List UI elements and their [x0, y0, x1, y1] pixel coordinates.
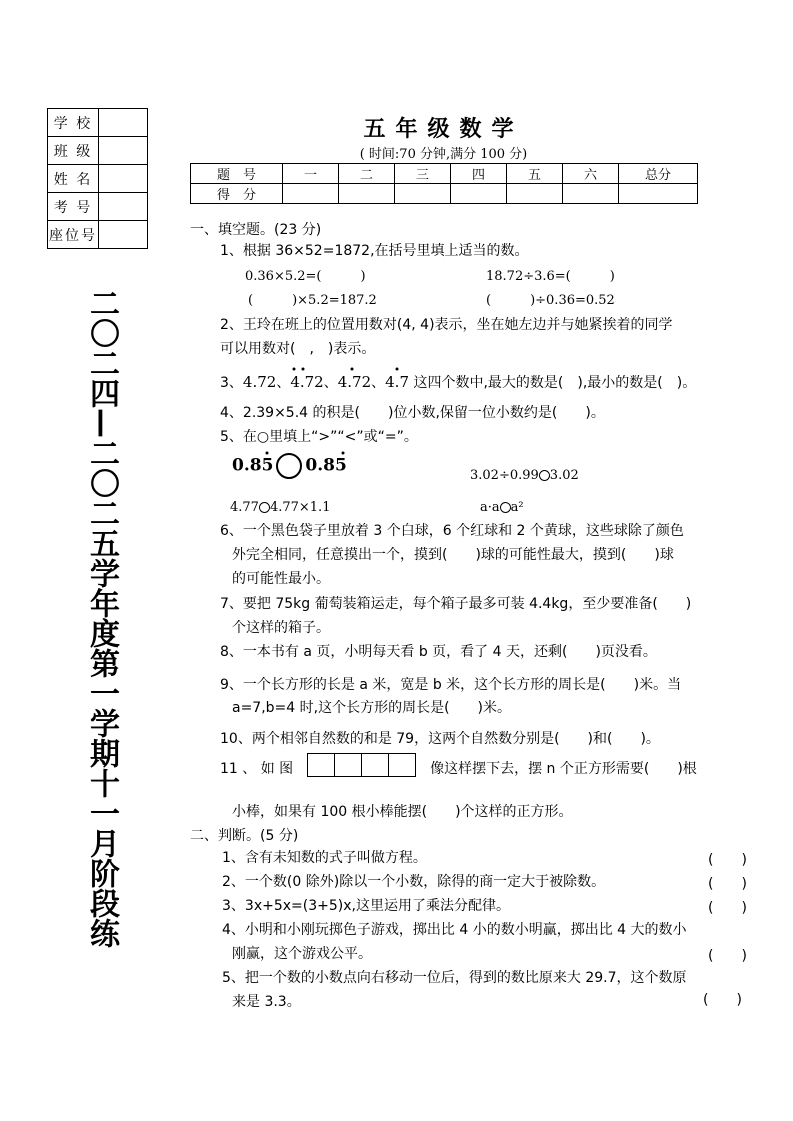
question-11 — [220, 753, 697, 785]
score-cell[interactable] — [619, 184, 698, 204]
q3-number: 4.72 — [242, 373, 277, 391]
question-1d: ( )÷0.36=0.52 — [486, 293, 615, 308]
question-5c — [230, 496, 330, 519]
score-cell[interactable] — [507, 184, 563, 204]
q5c-right: 4.77×1.1 — [269, 500, 331, 515]
question-1: 1、根据 36×52=1872,在括号里填上适当的数。 — [220, 243, 529, 259]
judge-question-4-line2: 刚赢，这个游戏公平。 — [232, 946, 372, 962]
score-cell[interactable] — [451, 184, 507, 204]
judge-question-1: 1、含有未知数的式子叫做方程。 — [222, 850, 427, 866]
score-header-cell: 总分 — [619, 164, 698, 184]
q11-prefix: 11 、 如 图 — [220, 761, 294, 777]
judge-question-2: 2、一个数(0 除外)除以一个小数，除得的商一定大于被除数。 — [222, 874, 606, 890]
question-1a: 0.36×5.2=( ) — [245, 269, 366, 284]
repeat-dot — [293, 368, 296, 371]
q5d-right: a² — [510, 500, 524, 515]
score-cell[interactable] — [395, 184, 451, 204]
answer-parentheses[interactable]: ( ) — [708, 876, 747, 892]
q3-separator: 、 — [276, 375, 291, 391]
score-header-cell: 四 — [451, 164, 507, 184]
question-5: 5、在○里填上“>”“<”或“=”。 — [220, 429, 418, 445]
repeat-dot — [266, 452, 269, 455]
score-header-cell: 二 — [339, 164, 395, 184]
judge-question-5-line1: 5、把一个数的小数点向右移动一位后，得到的数比原来大 29.7，这个数原 — [222, 970, 687, 986]
question-1b: 18.72÷3.6=( ) — [486, 269, 615, 284]
judge-question-4-line1: 4、小明和小刚玩掷色子游戏，掷出比 4 小的数小明赢，掷出比 4 大的数小 — [222, 922, 687, 938]
score-table-score-row — [191, 184, 698, 204]
page-title: 五年级数学 — [363, 117, 524, 142]
school-field[interactable] — [99, 109, 148, 137]
square-box — [307, 753, 335, 777]
question-6-line1: 6、一个黑色袋子里放着 3 个白球，6 个红球和 2 个黄球，这些球除了颜色 — [220, 523, 684, 539]
exam-subtitle: ( 时间:70 分钟,满分 100 分) — [359, 147, 528, 162]
score-header-cell: 三 — [395, 164, 451, 184]
question-7-line2: 个这样的箱子。 — [232, 620, 330, 636]
section2-heading: 二、判断。(5 分) — [190, 828, 299, 844]
square-box — [388, 753, 416, 777]
answer-parentheses[interactable]: ( ) — [708, 948, 747, 964]
repeat-dot — [302, 368, 305, 371]
score-table — [190, 163, 698, 204]
question-3 — [220, 371, 696, 395]
info-label-school: 学 校 — [48, 109, 99, 137]
answer-parentheses[interactable]: ( ) — [708, 852, 747, 868]
q3-separator: 、 — [371, 375, 386, 391]
q3-number: 4.72 — [337, 373, 372, 391]
compare-circle[interactable] — [259, 502, 270, 513]
score-cell[interactable] — [283, 184, 339, 204]
question-5d — [480, 496, 524, 519]
judge-question-5-line2: 来是 3.3。 — [232, 994, 301, 1010]
question-1c: ( )×5.2=187.2 — [248, 293, 377, 308]
repeating-decimal-dots — [240, 364, 410, 374]
square-box — [334, 753, 362, 777]
question-10: 10、两个相邻自然数的和是 79，这两个自然数分别是( )和( )。 — [220, 731, 660, 747]
score-header-cell: 一 — [283, 164, 339, 184]
score-table-header-row — [191, 164, 698, 184]
section1-heading: 一、填空题。(23 分) — [190, 222, 322, 238]
q11-suffix: 像这样摆下去，摆 n 个正方形需要( )根 — [430, 761, 697, 777]
q5b-left: 3.02÷0.99 — [470, 468, 539, 483]
judge-question-3: 3、3x+5x=(3+5)x,这里运用了乘法分配律。 — [222, 898, 510, 914]
student-info-box — [47, 108, 148, 249]
square-box — [361, 753, 389, 777]
question-7-line1: 7、要把 75kg 葡萄装箱运走，每个箱子最多可装 4.4kg，至少要准备( ) — [220, 596, 692, 612]
info-label-exam-number: 考 号 — [48, 193, 99, 221]
q5a-right-value: 0.85 — [305, 455, 347, 476]
question-11-line2: 小棒，如果有 100 根小棒能摆( )个这样的正方形。 — [232, 804, 573, 820]
repeat-dot — [396, 368, 399, 371]
q5d-left: a·a — [480, 500, 500, 515]
score-row-label: 得 分 — [191, 184, 283, 204]
exam-number-field[interactable] — [99, 193, 148, 221]
repeating-decimal-dots — [232, 449, 352, 457]
question-4: 4、2.39×5.4 的积是( )位小数,保留一位小数约是( )。 — [220, 405, 605, 421]
question-2-line1: 2、王玲在班上的位置用数对(4, 4)表示，坐在她左边并与她紧挨着的同学 — [220, 317, 673, 333]
seat-number-field[interactable] — [99, 221, 148, 249]
repeat-dot — [351, 368, 354, 371]
q3-number: 4.7 — [385, 373, 409, 391]
question-3-text: 这四个数中,最大的数是( ),最小的数是( )。 — [413, 375, 697, 391]
score-header-cell: 题 号 — [191, 164, 283, 184]
question-9-line1: 9、一个长方形的长是 a 米，宽是 b 米，这个长方形的周长是( )米。当 — [220, 677, 682, 693]
compare-circle[interactable] — [539, 470, 550, 481]
score-cell[interactable] — [339, 184, 395, 204]
score-header-cell: 五 — [507, 164, 563, 184]
question-3-prefix: 3、 — [220, 375, 243, 391]
name-field[interactable] — [99, 165, 148, 193]
info-label-class: 班 级 — [48, 137, 99, 165]
info-label-name: 姓 名 — [48, 165, 99, 193]
matchstick-squares-figure — [308, 753, 416, 785]
q5a-left-value: 0.85 — [232, 455, 274, 476]
class-field[interactable] — [99, 137, 148, 165]
q3-number: 4.72 — [290, 373, 324, 391]
question-9-line2: a=7,b=4 时,这个长方形的周长是( )米。 — [232, 700, 512, 716]
q3-separator: 、 — [323, 375, 338, 391]
score-header-cell: 六 — [563, 164, 619, 184]
q5c-left: 4.77 — [230, 500, 259, 515]
question-5b — [470, 464, 579, 487]
school-year-vertical-title: 二〇二四—二〇二五学年度第一学期十一月阶段练 — [84, 288, 119, 948]
repeat-dot — [342, 452, 345, 455]
question-6-line3: 的可能性最小。 — [232, 571, 330, 587]
compare-circle[interactable] — [500, 502, 511, 513]
answer-parentheses[interactable]: ( ) — [703, 992, 742, 1008]
info-label-seat-number: 座位号 — [48, 221, 99, 249]
answer-parentheses[interactable]: ( ) — [708, 900, 747, 916]
q5b-right: 3.02 — [549, 468, 579, 483]
question-2-line2: 可以用数对( , )表示。 — [220, 341, 376, 357]
question-8: 8、一本书有 a 页，小明每天看 b 页，看了 4 天，还剩( )页没看。 — [220, 644, 657, 660]
score-cell[interactable] — [563, 184, 619, 204]
question-6-line2: 外完全相同，任意摸出一个，摸到( )球的可能性最大，摸到( )球 — [232, 547, 674, 563]
